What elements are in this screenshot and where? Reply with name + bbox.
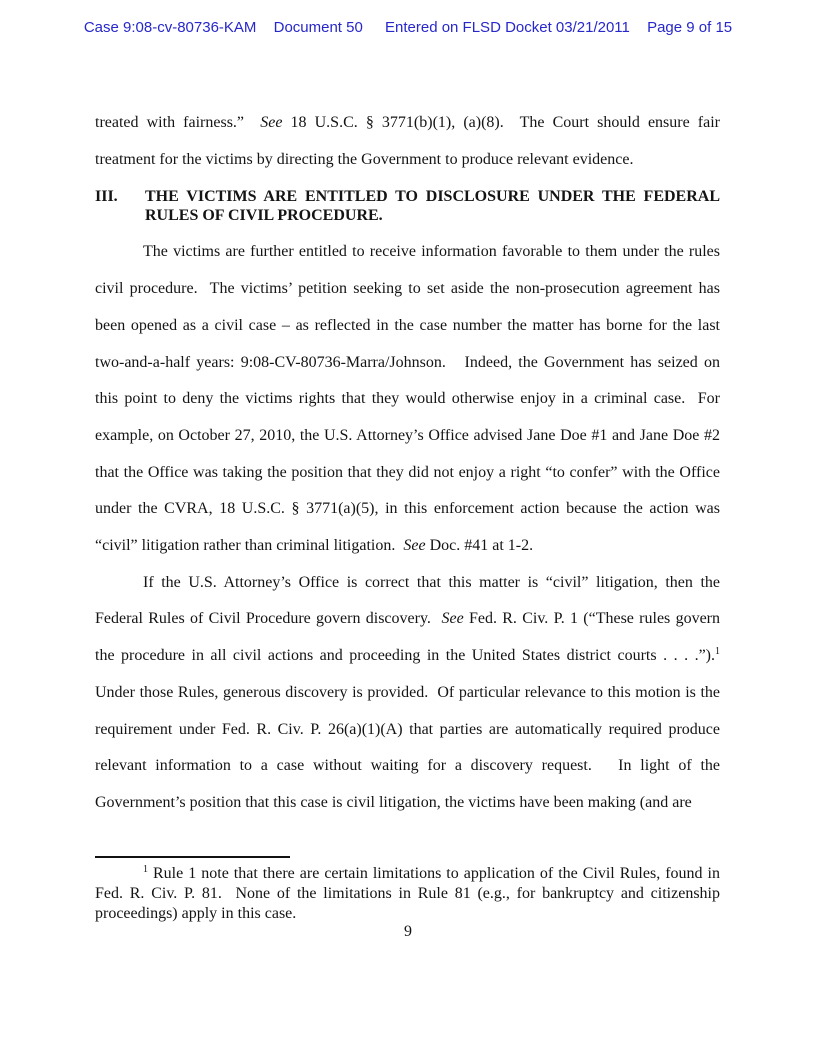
- section-heading: [95, 187, 720, 225]
- document-body: [95, 105, 728, 822]
- paragraph-continuation: [95, 105, 725, 178]
- footnote: [95, 864, 724, 924]
- paragraph-text: If the U.S. Attorney’s Office is correct that this matter is “civil” litigation, then the Federal Rules of Civil Procedure govern discovery.: [95, 573, 724, 628]
- docket-header: [0, 19, 816, 36]
- docket-case-number: Case 9:08-cv-80736-KAM: [83, 19, 257, 36]
- footnote-marker: 1: [143, 864, 148, 875]
- section-heading-text: THE VICTIMS ARE ENTITLED TO DISCLOSURE UNDER THE FEDERAL RULES OF CIVIL PROCEDURE.: [145, 188, 720, 225]
- section-number: III.: [95, 188, 118, 206]
- paragraph-text: treated with fairness.”: [95, 114, 261, 131]
- paragraph: [95, 234, 724, 564]
- footnote-separator-rule: [95, 856, 290, 858]
- docket-entered-date: Entered on FLSD Docket 03/21/2011: [385, 19, 630, 36]
- footnote-reference: 1: [715, 646, 720, 658]
- citation-see-italic: See: [260, 114, 283, 131]
- paragraph-text: Fed. R. Civ. P. 1 (“These rules govern the procedure in all civil actions and proceeding in the United States district courts . . . .”).: [95, 610, 724, 665]
- footnote-section: [95, 856, 724, 924]
- paragraph: [95, 565, 728, 822]
- paragraph-text: 18 U.S.C. § 3771(b)(1), (a)(8). The Court should ensure fair treatment for the victims by directing the Government to produce relevant evidence.: [95, 114, 725, 168]
- docket-page-count: Page 9 of 15: [647, 19, 733, 36]
- citation-see-italic: See: [441, 610, 464, 628]
- paragraph-text: Under those Rules, generous discovery is provided. Of particular relevance to this motion is the requirement under Fed. R. Civ. P. 26(a)(1)(A) that parties are automatically required produce relevant information to a case without waiting for a discovery request. In light of the Government’s position that this case is civil litigation, the victims have been making (and are: [95, 647, 728, 811]
- footnote-text: Rule 1 note that there are certain limitations to application of the Civil Rules, found in Fed. R. Civ. P. 81. None of the limitations in Rule 81 (e.g., for bankruptcy and citizenship proceedings) apply in this case.: [95, 865, 724, 922]
- paragraph-text: The victims are further entitled to receive information favorable to them under the rules civil procedure. The victims’ petition seeking to set aside the non-prosecution agreement has been opened as a civil case – as reflected in the case number the matter has borne for the last two-and-a-half years: 9:08-CV-80736-Marra/Johnson. Indeed, the Government has seized on this point to deny the victims rights that they would otherwise enjoy in a criminal case. For example, on October 27, 2010, the U.S. Attorney’s Office advised Jane Doe #1 and Jane Doe #2 that the Office was taking the position that they did not enjoy a right “to confer” with the Office under the CVRA, 18 U.S.C. § 3771(a)(5), in this enforcement action because the action was “civil” litigation rather than criminal litigation.: [95, 243, 724, 555]
- docket-document-number: Document 50: [273, 19, 363, 36]
- citation-see-italic: See: [403, 537, 426, 555]
- paragraph-text: Doc. #41 at 1-2.: [425, 537, 534, 555]
- page-number: 9: [404, 923, 412, 940]
